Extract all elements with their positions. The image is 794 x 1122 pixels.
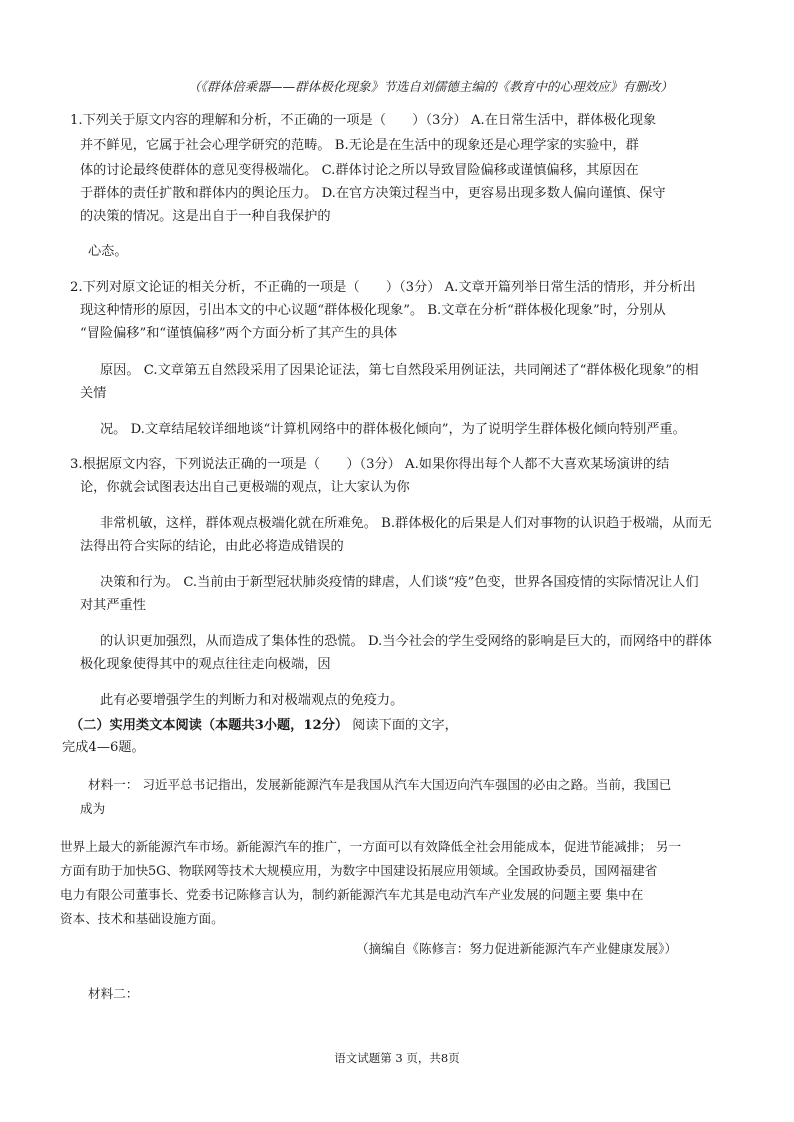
q2-line: 况。 D.文章结尾较详细地谈“计算机网络中的群体极化倾向”，为了说明学生群体极化倾向特别严重。 [100,422,686,437]
material-line: 电力有限公司董事长、党委书记陈修言认为，制约新能源汽车尤其是电动汽车产业发展的问题主要 集中在 [60,887,644,902]
q3-line: 极化现象使得其中的观点往往走向极端，因 [80,657,331,672]
section-2-instruction-cont: 完成4—6题。 [62,740,145,755]
section-instruction: 阅读下面的文字， [348,718,458,733]
q3-line: 此有必要增强学生的判断力和对极端观点的免疫力。 [100,693,404,708]
q3-line: 3.根据原文内容，下列说法正确的一项是（ ）（3分） A.如果你得出每个人都不大喜欢某场演讲的结 [70,457,670,472]
q1-line: 体的讨论最终使群体的意见变得极端化。 C.群体讨论之所以导致冒险偏移或谨慎偏移，其原因在 [80,163,639,178]
q1-line: 1.下列关于原文内容的理解和分析，不正确的一项是（ ）（3分） A.在日常生活中，群体极化现象 [70,113,657,128]
q3-line: 对其严重性 [80,598,146,613]
page-footer: 语文试题第 3 页，共8页 [334,1051,460,1065]
q2-line: 关情 [80,386,107,401]
q2-line: 原因。 C.文章第五自然段采用了因果论证法，第七自然段采用例证法，共同阐述了“群体极化现象”的相 [100,363,699,378]
source-note: （《群体倍乘器——群体极化现象》节选自刘儒德主编的《教育中的心理效应》有删改） [188,79,673,94]
q2-line: “冒险偏移”和“谨慎偏移”两个方面分析了其产生的具体 [80,326,398,341]
q3-line: 的认识更加强烈，从而造成了集体性的恐慌。 D.当今社会的学生受网络的影响是巨大的，而网络中的群体 [100,634,712,649]
q1-line: 于群体的责任扩散和群体内的舆论压力。 D.在官方决策过程当中，更容易出现多数人偏向谨慎、保守 [80,186,666,201]
section-title: （二）实用类文本阅读（本题共3小题，12分） [70,718,349,733]
material-line: 材料一： 习近平总书记指出，发展新能源汽车是我国从汽车大国迈向汽车强国的必由之路。当前，我国已 [88,777,672,792]
q3-line: 决策和行为。 C.当前由于新型冠状肺炎疫情的肆虐，人们谈“疫”色变，世界各国疫情的实际情况让人们 [100,575,699,590]
section-2-heading [70,717,458,735]
material-line: 世界上最大的新能源汽车市场。新能源汽车的推广，一方面可以有效降低全社会用能成本，促进节能减排； 另一 [60,839,682,854]
q3-line: 非常机敏，这样，群体观点极端化就在所难免。 B.群体极化的后果是人们对事物的认识趋于极端，从而无 [100,516,712,531]
material-2-label: 材料二： [88,986,139,1001]
q1-line: 的决策的情况。这是出自于一种自我保护的 [80,209,331,224]
material-line: 资本、技术和基础设施方面。 [60,911,224,926]
material-line: 方面有助于加快5G、物联网等技术大规模应用，为数字中国建设拓展应用领域。全国政协委员，国网福建省 [60,863,658,878]
q3-line: 法得出符合实际的结论，由此必将造成错误的 [80,539,344,554]
q2-line: 2.下列对原文论证的相关分析，不正确的一项是（ ）（3分） A.文章开篇列举日常生活的情形，并分析出 [70,280,696,295]
material-1-source: （摘编自《陈修言：努力促进新能源汽车产业健康发展》） [356,941,678,956]
q3-line: 论，你就会试图表达出自己更极端的观点，让大家认为你 [80,480,410,495]
material-line: 成为 [80,801,106,816]
q2-line: 现这种情形的原因，引出本文的中心议题“群体极化现象”。 B.文章在分析“群体极化现象”时，分别从 [80,303,666,318]
q1-line: 并不鲜见，它属于社会心理学研究的范畴。 B.无论是在生活中的现象还是心理学家的实验中，群 [80,138,639,153]
q1-line: 心态。 [88,244,128,259]
